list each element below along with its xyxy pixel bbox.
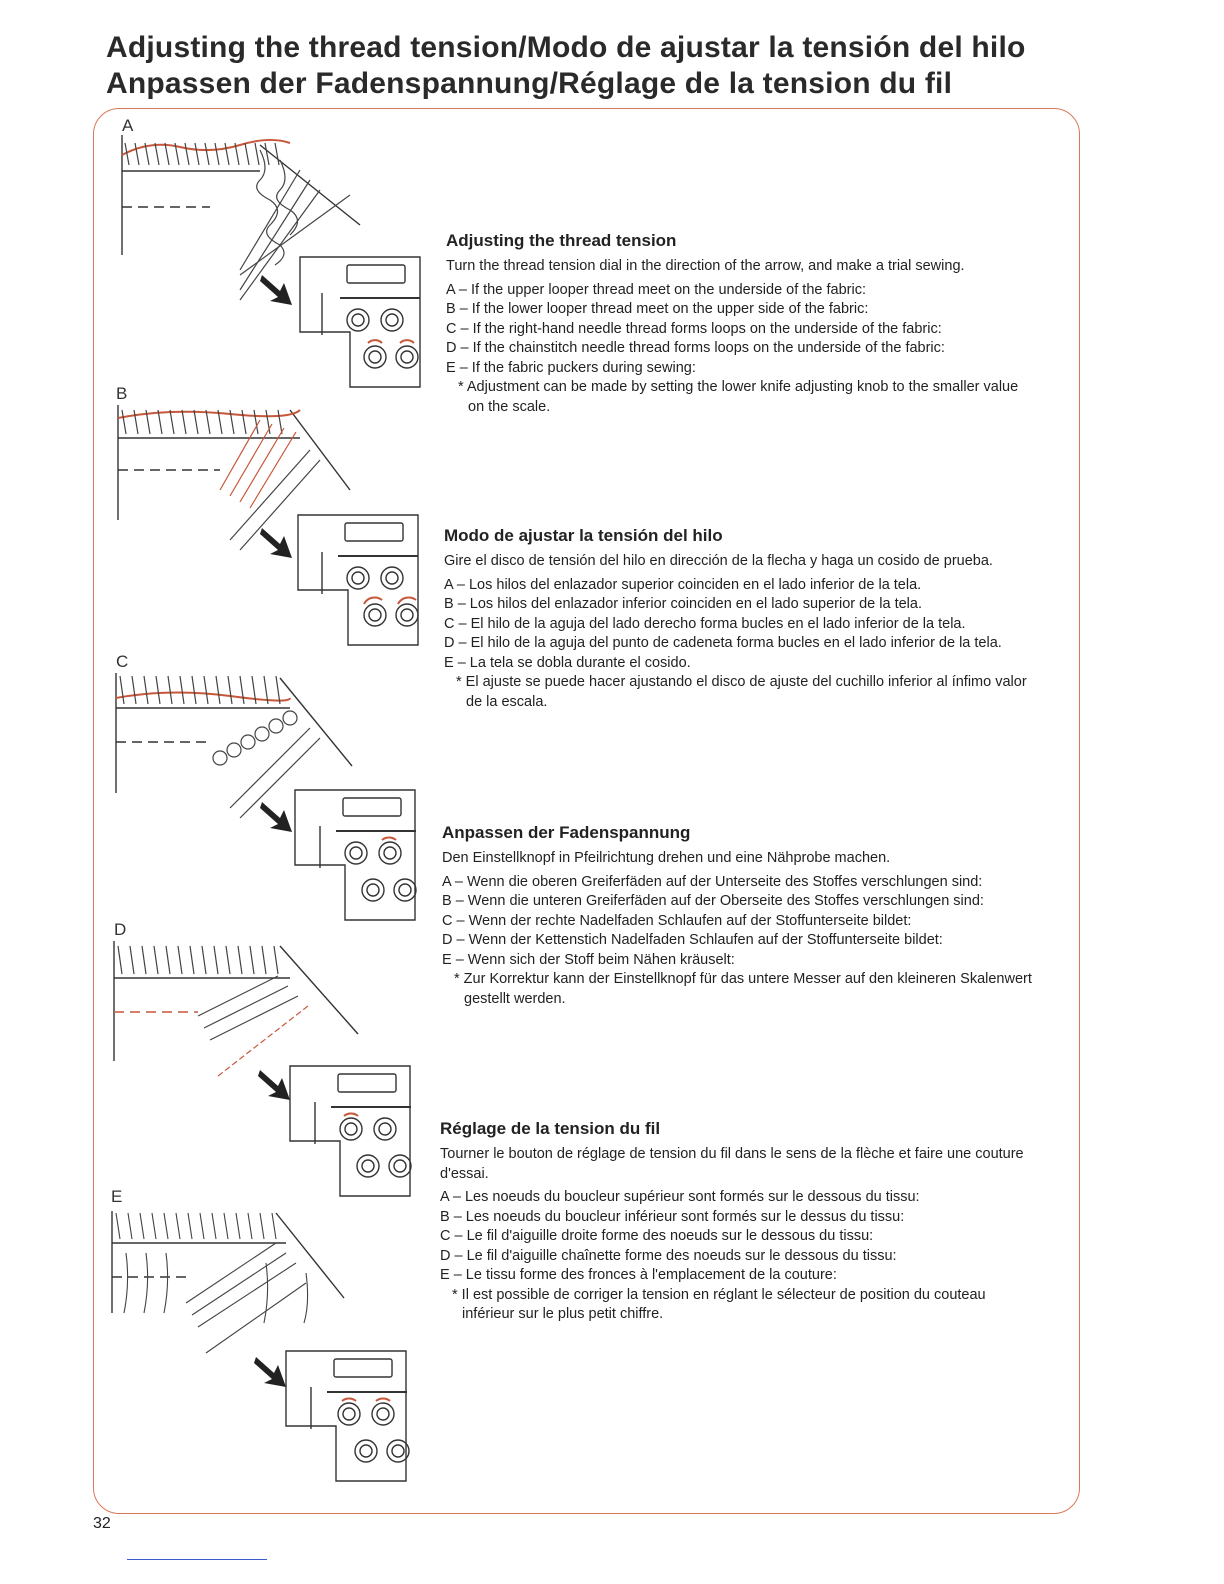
list-item: B – If the lower looper thread meet on the upper side of the fabric: (446, 301, 869, 317)
tension-dial-panel-icon (290, 1066, 411, 1196)
stitch-illustration-icon (112, 1211, 344, 1353)
section-french (440, 1119, 1040, 1325)
list-item: E – Wenn sich der Stoff beim Nähen kräuselt: (442, 951, 735, 968)
list-item: A – Les noeuds du boucleur supérieur sont formés sur le dessous du tissu: (440, 1189, 920, 1205)
section-intro: Gire el disco de tensión del hilo en dirección de la flecha y haga un cosido de prueba. (444, 553, 993, 569)
stitch-figure-a (110, 135, 440, 395)
list-item: B – Los hilos del enlazador inferior coinciden en el lado superior de la tela. (444, 596, 922, 612)
list-item: D – Le fil d'aiguille chaînette forme des noeuds sur le dessous du tissu: (440, 1247, 897, 1264)
arrow-pointer-icon (258, 1070, 290, 1100)
stitch-figure-c (110, 668, 440, 933)
section-list (446, 281, 1066, 379)
list-item: C – If the right-hand needle thread forms loops on the underside of the fabric: (446, 320, 942, 337)
list-item: A – Wenn die oberen Greiferfäden auf der Unterseite des Stoffes verschlungen sind: (442, 873, 983, 890)
tension-dial-panel-icon (298, 515, 418, 645)
section-intro: Tourner le bouton de réglage de tension du fil dans le sens de la flèche et faire une couture d'essai. (440, 1146, 1024, 1182)
list-item: E – If the fabric puckers during sewing: (446, 359, 696, 376)
page-title (106, 30, 1106, 102)
figure-label-b: B (116, 384, 128, 403)
section-intro: Turn the thread tension dial in the direction of the arrow, and make a trial sewing. (446, 258, 965, 274)
section-german (442, 823, 1062, 1009)
list-item: D – El hilo de la aguja del punto de cadeneta forma bucles en el lado inferior de la tela. (444, 635, 1002, 651)
list-item: C – Le fil d'aiguille droite forme des noeuds sur le dessous du tissu: (440, 1228, 874, 1244)
footer-rule (127, 1559, 267, 1560)
list-item: B – Les noeuds du boucleur inférieur sont formés sur le dessus du tissu: (440, 1208, 905, 1225)
tension-dial-panel-icon (295, 790, 416, 920)
section-intro: Den Einstellknopf in Pfeilrichtung drehen und eine Nähprobe machen. (442, 850, 891, 866)
tension-dial-panel-icon (300, 257, 420, 387)
figure-label-d: D (114, 920, 127, 939)
list-item: B – Wenn die unteren Greiferfäden auf der Oberseite des Stoffes verschlungen sind: (442, 893, 984, 909)
figure-label-e: E (111, 1187, 123, 1206)
stitch-figure-d (108, 936, 438, 1201)
stitch-illustration-icon (114, 941, 358, 1076)
list-item: E – La tela se dobla durante el cosido. (444, 654, 691, 671)
figure-label-c: C (116, 652, 129, 671)
list-item: A – If the upper looper thread meet on the underside of the fabric: (446, 281, 866, 298)
list-item: C – Wenn der rechte Nadelfaden Schlaufen auf der Stoffunterseite bildet: (442, 912, 912, 929)
page-title-line-2: Anpassen der Fadenspannung/Réglage de la tension du fil (106, 67, 953, 100)
arrow-pointer-icon (260, 275, 292, 305)
section-note: * Il est possible de corriger la tension en réglant le sélecteur de position du couteau inférieur sur le plus petit chiffre. (452, 1286, 986, 1322)
arrow-pointer-icon (254, 1357, 286, 1387)
section-heading: Réglage de la tension du fil (440, 1119, 661, 1138)
page-number: 32 (93, 1515, 111, 1532)
list-item: D – If the chainstitch needle thread forms loops on the underside of the fabric: (446, 340, 945, 356)
stitch-figure-e (106, 1203, 436, 1488)
list-item: A – Los hilos del enlazador superior coinciden en el lado inferior de la tela. (444, 576, 922, 593)
section-list (442, 873, 1062, 971)
section-note: * Adjustment can be made by setting the lower knife adjusting knob to the smaller value on the scale. (458, 379, 1019, 415)
list-item: E – Le tissu forme des fronces à l'emplacement de la couture: (440, 1267, 837, 1283)
list-item: C – El hilo de la aguja del lado derecho forma bucles en el lado inferior de la tela. (444, 615, 966, 632)
section-heading: Modo de ajustar la tensión del hilo (444, 526, 723, 545)
section-english (446, 231, 1066, 417)
page-title-line-1: Adjusting the thread tension/Modo de ajustar la tensión del hilo (106, 31, 1026, 64)
section-note: * Zur Korrektur kann der Einstellknopf für das untere Messer auf den kleineren Skalenwert gestellt werden. (454, 971, 1032, 1007)
section-list (440, 1188, 1040, 1286)
section-spanish (444, 526, 1064, 712)
list-item: D – Wenn der Kettenstich Nadelfaden Schlaufen auf der Stoffunterseite bildet: (442, 932, 943, 948)
section-note: * El ajuste se puede hacer ajustando el disco de ajuste del cuchillo inferior al ínfimo valor de la escala. (456, 674, 1027, 710)
tension-dial-panel-icon (286, 1351, 409, 1481)
arrow-pointer-icon (260, 802, 292, 832)
section-list (444, 576, 1064, 674)
section-heading: Anpassen der Fadenspannung (442, 823, 691, 842)
section-heading: Adjusting the thread tension (446, 231, 677, 250)
figure-label-a: A (122, 116, 134, 135)
arrow-pointer-icon (260, 528, 292, 558)
stitch-figure-b (110, 400, 440, 660)
